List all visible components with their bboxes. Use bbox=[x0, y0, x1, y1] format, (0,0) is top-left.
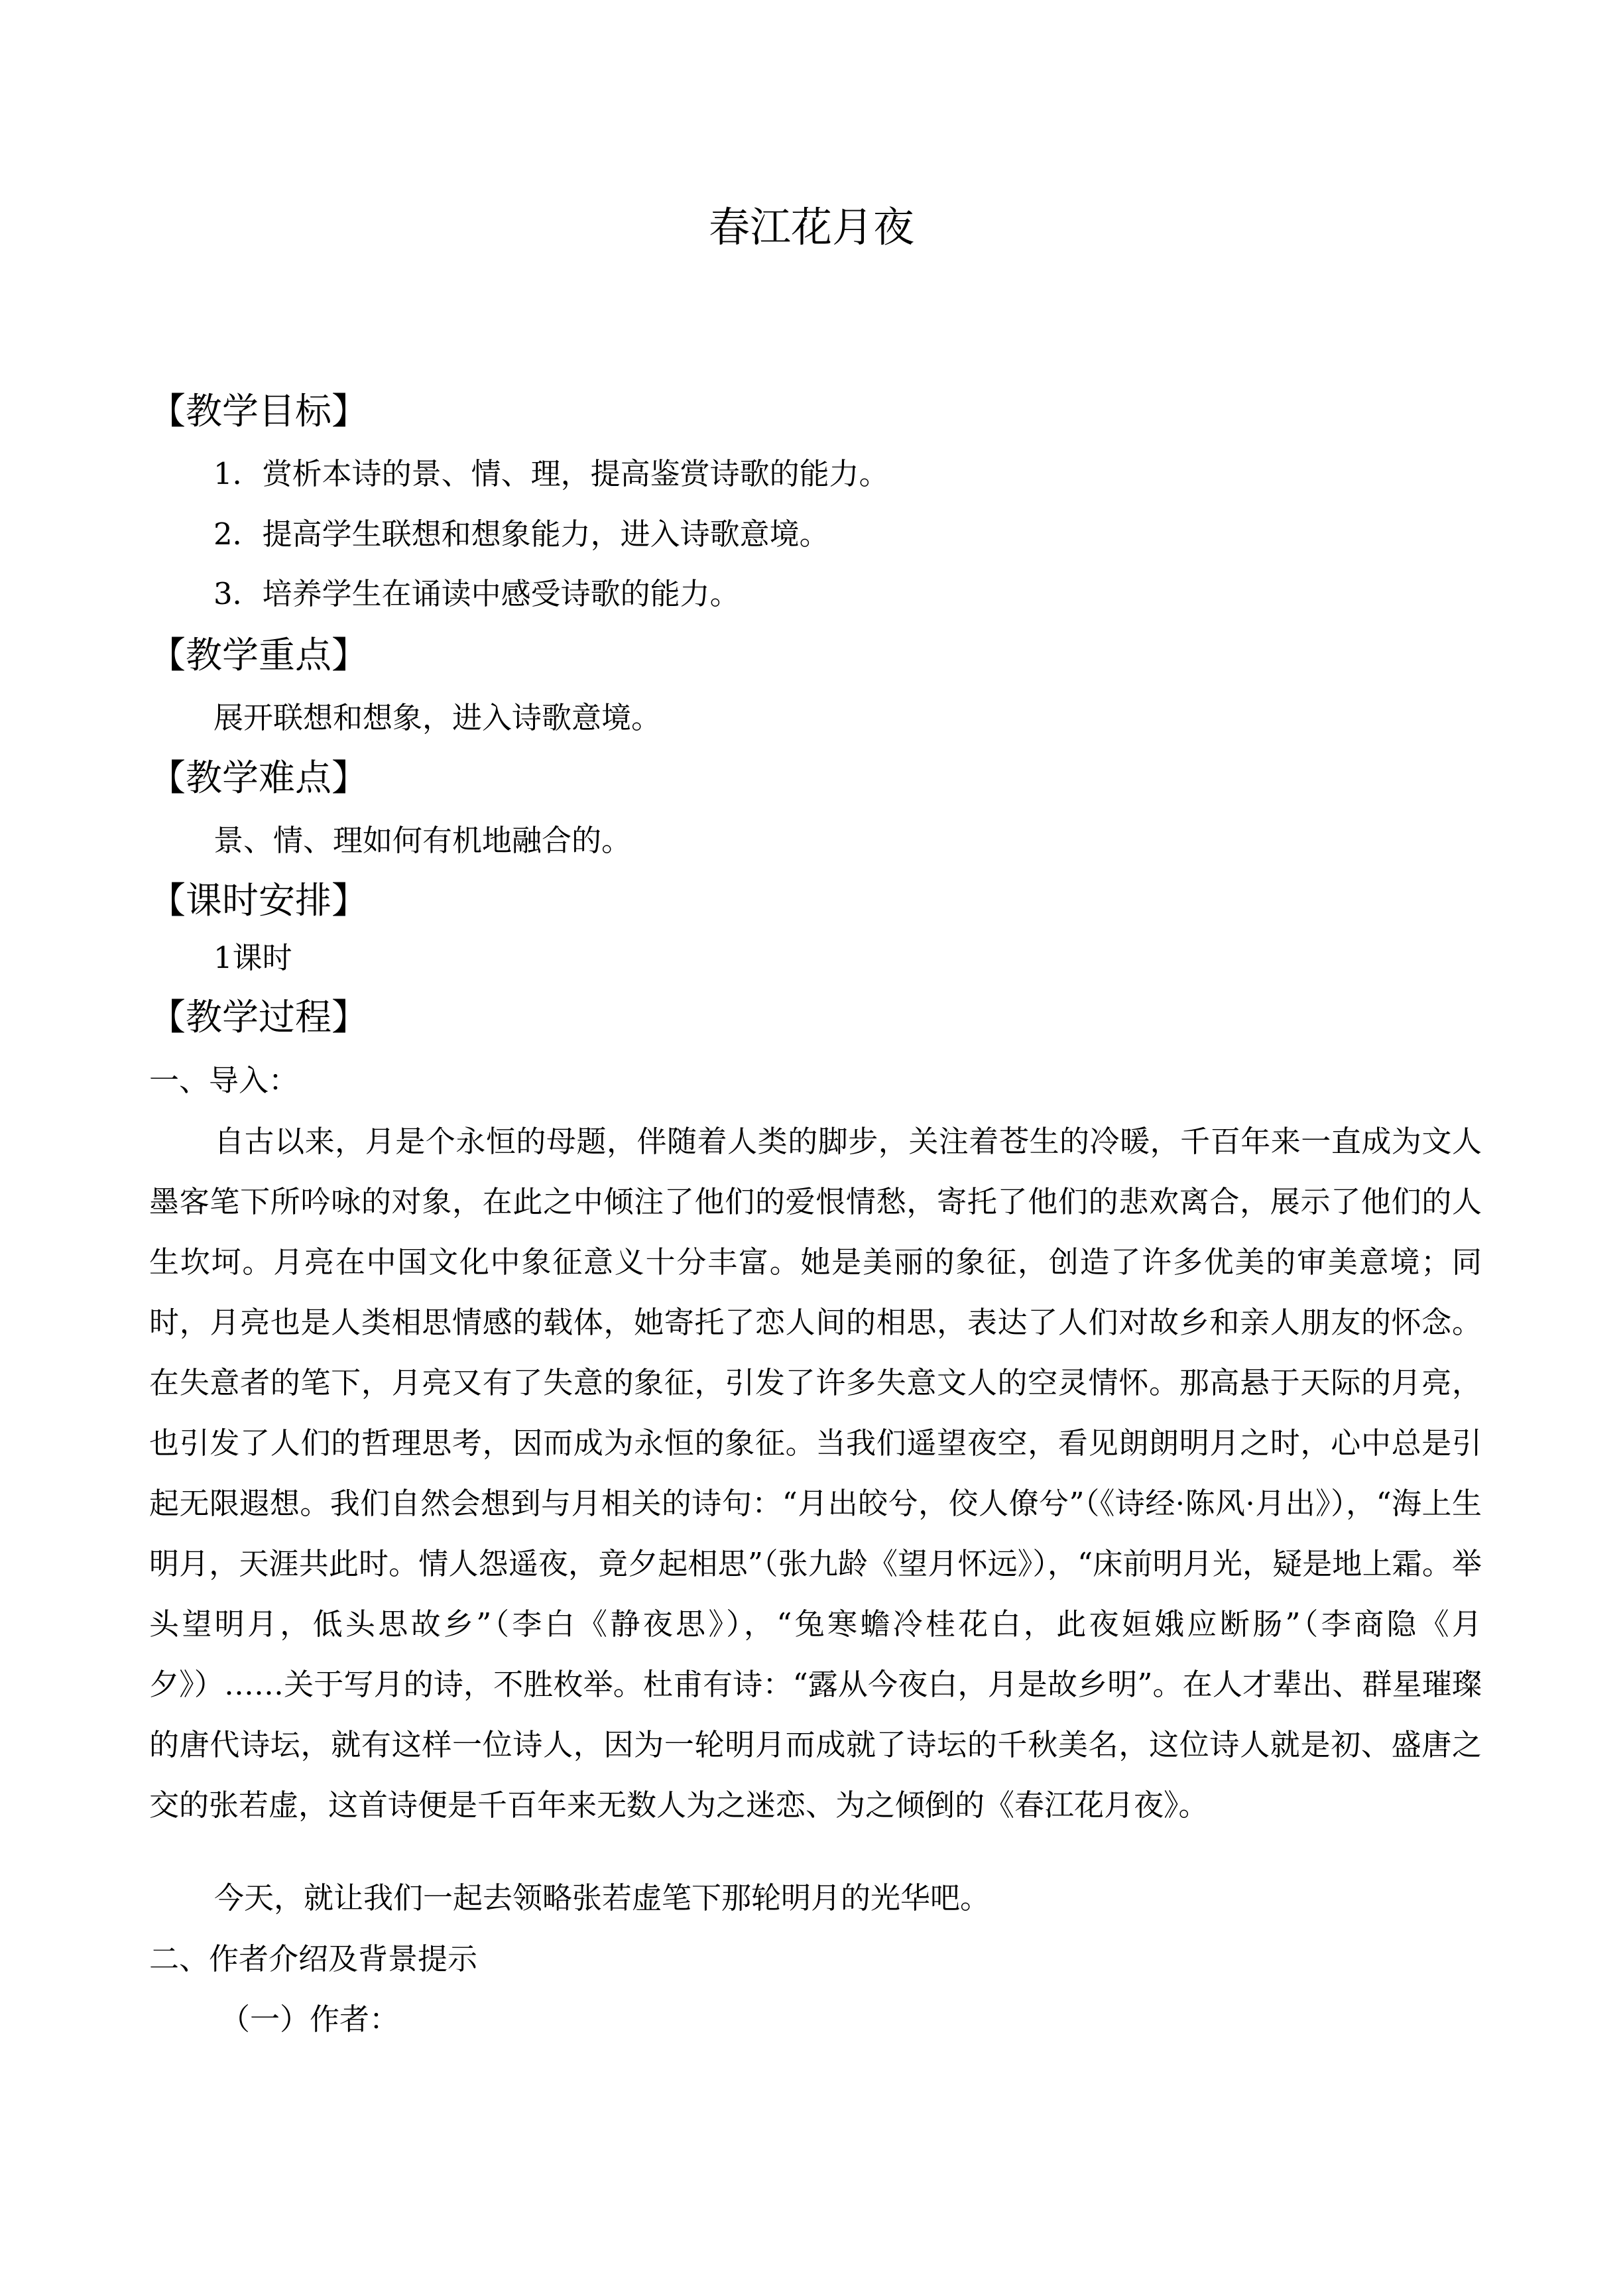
difficulties-text: 景、情、理如何有机地融合的。 bbox=[213, 823, 632, 858]
objective-item: 1．赏析本诗的景、情、理，提高鉴赏诗歌的能力。 bbox=[213, 456, 889, 491]
objective-item: 2．提高学生联想和想象能力，进入诗歌意境。 bbox=[213, 516, 829, 552]
intro-paragraph: 自古以来，月是个永恒的母题，伴随着人类的脚步，关注着苍生的冷暖，千百年来一直成为文人墨客笔下所吟咏的对象，在此之中倾注了他们的爱恨情愁，寄托了他们的悲欢离合，展示了他们的人生坎坷。月亮在中国文化中象征意义十分丰富。她是美丽的象征，创造了许多优美的审美意境；同时，月亮也是人类相思情感的载体，她寄托了恋人间的相思，表达了人们对故乡和亲人朋友的怀念。在失意者的笔下，月亮又有了失意的象征，引发了许多失意文人的空灵情怀。那高悬于天际的月亮，也引发了人们的哲理思考，因而成为永恒的象征。当我们遥望夜空，看见朗朗明月之时，心中总是引起无限遐想。我们自然会想到与月相关的诗句：“月出皎兮，佼人僚兮”（《诗经·陈风·月出》），“海上生明月，天涯共此时。情人怨遥夜，竟夕起相思”（张九龄《望月怀远》），“床前明月光，疑是地上霜。举头望明月，低头思故乡”（李白《静夜思》），“兔寒蟾冷桂花白，此夜姮娥应断肠”（李商隐《月夕》）……关于写月的诗，不胜枚举。杜甫有诗：“露从今夜白，月是故乡明”。在人才辈出、群星璀璨的唐代诗坛，就有这样一位诗人，因为一轮明月而成就了诗坛的千秋美名，这位诗人就是初、盛唐之交的张若虚，这首诗便是千百年来无数人为之迷恋、为之倾倒的《春江花月夜》。 bbox=[149, 1124, 1482, 1823]
intro-section-title: 一、导入： bbox=[149, 1063, 299, 1098]
intro-closing-paragraph: 今天，就让我们一起去领略张若虚笔下那轮明月的光华吧。 bbox=[214, 1880, 991, 1915]
objectives-heading: 【教学目标】 bbox=[149, 390, 369, 432]
process-heading: 【教学过程】 bbox=[149, 996, 369, 1038]
document-title: 春江花月夜 bbox=[708, 203, 914, 251]
author-section-title: 二、作者介绍及背景提示 bbox=[149, 1941, 478, 1976]
key-points-heading: 【教学重点】 bbox=[149, 634, 369, 676]
objective-item: 3．培养学生在诵读中感受诗歌的能力。 bbox=[213, 576, 740, 611]
author-subsection-title: （一）作者： bbox=[220, 2002, 400, 2037]
schedule-heading: 【课时安排】 bbox=[149, 879, 369, 922]
schedule-text: 1课时 bbox=[213, 940, 292, 975]
difficulties-heading: 【教学难点】 bbox=[149, 756, 369, 799]
key-points-text: 展开联想和想象，进入诗歌意境。 bbox=[213, 700, 662, 735]
